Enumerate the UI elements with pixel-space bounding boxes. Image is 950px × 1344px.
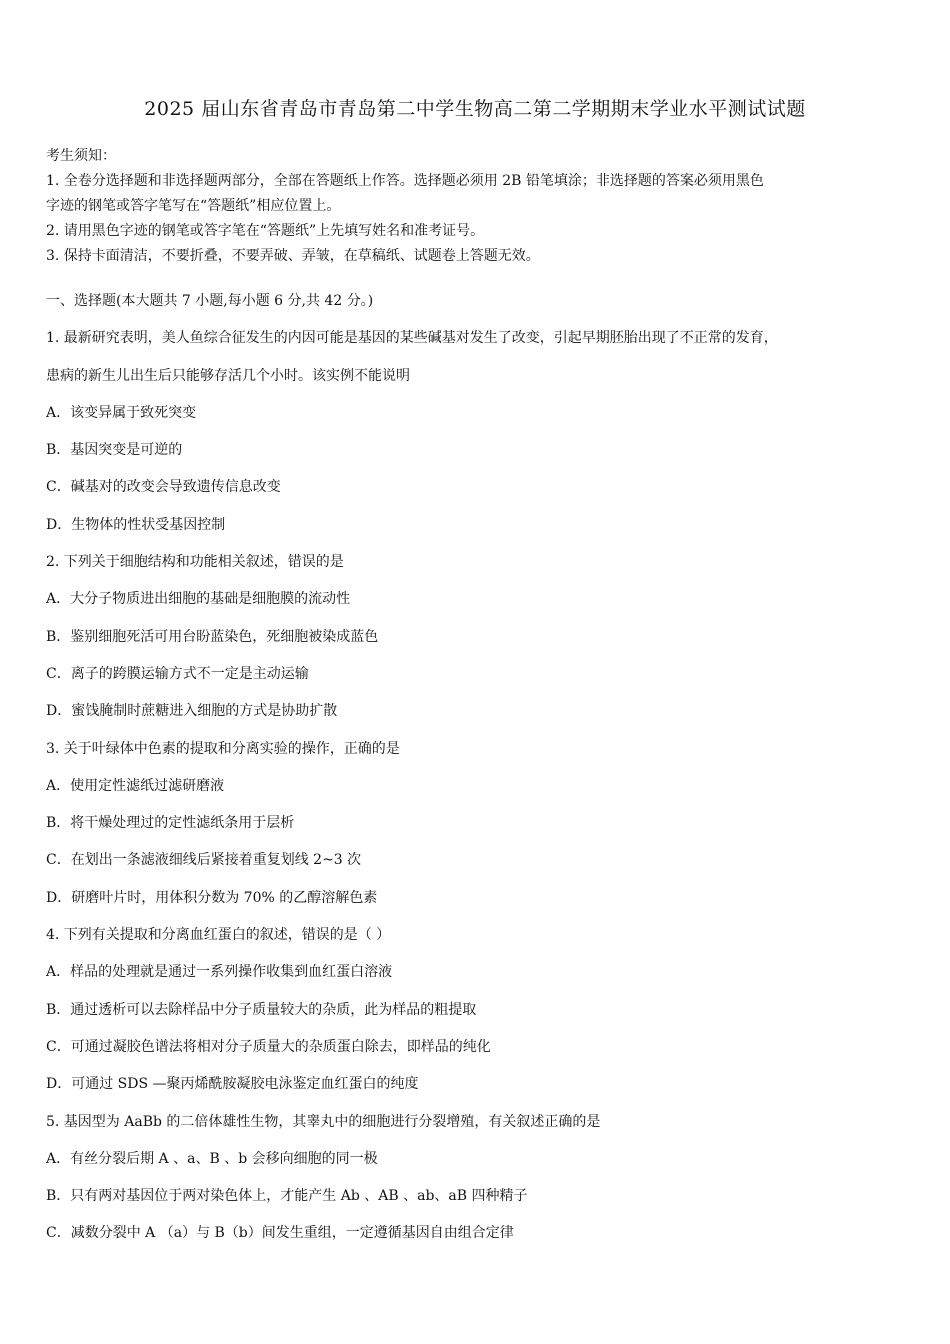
question-stem: 3. 关于叶绿体中色素的提取和分离实验的操作，正确的是: [46, 740, 400, 757]
page-title: 2025 届山东省青岛市青岛第二中学生物高二第二学期期末学业水平测试试题: [144, 98, 806, 120]
answer-option: A．使用定性滤纸过滤研磨液: [46, 777, 225, 794]
question-stem: 4. 下列有关提取和分离血红蛋白的叙述，错误的是（ ）: [46, 927, 391, 944]
notice-item: 1. 全卷分选择题和非选择题两部分，全部在答题纸上作答。选择题必须用 2B 铅笔填涂；非选择题的答案必须用黑色: [46, 173, 764, 189]
answer-option: C．离子的跨膜运输方式不一定是主动运输: [46, 665, 309, 682]
answer-option: B．只有两对基因位于两对染色体上，才能产生 Ab 、AB 、ab、aB 四种精子: [46, 1188, 528, 1205]
answer-option: A．有丝分裂后期 A 、a、B 、b 会移向细胞的同一极: [46, 1150, 378, 1167]
answer-option: D．生物体的性状受基因控制: [46, 516, 226, 533]
notice-item: 3. 保持卡面清洁，不要折叠，不要弄破、弄皱，在草稿纸、试题卷上答题无效。: [46, 248, 540, 264]
answer-option: A．样品的处理就是通过一系列操作收集到血红蛋白溶液: [46, 964, 393, 981]
answer-option: C．可通过凝胶色谱法将相对分子质量大的杂质蛋白除去，即样品的纯化: [46, 1038, 491, 1055]
notice-item: 2. 请用黑色字迹的钢笔或答字笔在“答题纸”上先填写姓名和准考证号。: [46, 223, 485, 239]
answer-option: B．鉴别细胞死活可用台盼蓝染色，死细胞被染成蓝色: [46, 628, 379, 645]
notice-item: 字迹的钢笔或答字笔写在“答题纸”相应位置上。: [46, 198, 341, 214]
answer-option: C．在划出一条滤液细线后紧接着重复划线 2~3 次: [46, 852, 362, 869]
answer-option: D．蜜饯腌制时蔗糖进入细胞的方式是协助扩散: [46, 703, 338, 720]
question-stem: 5. 基因型为 AaBb 的二倍体雄性生物，其睾丸中的细胞进行分裂增殖，有关叙述正确的是: [46, 1113, 601, 1130]
question-stem-continued: 患病的新生儿出生后只能够存活几个小时。该实例不能说明: [46, 367, 410, 384]
answer-option: B．通过透析可以去除样品中分子质量较大的杂质，此为样品的粗提取: [46, 1001, 477, 1018]
section-header: 一、选择题(本大题共 7 小题,每小题 6 分,共 42 分。): [46, 293, 374, 309]
answer-option: A．该变异属于致死突变: [46, 404, 197, 421]
exam-notice: [46, 144, 916, 269]
answer-option: D．可通过 SDS —聚丙烯酰胺凝胶电泳鉴定血红蛋白的纯度: [46, 1076, 419, 1093]
answer-option: D．研磨叶片时，用体积分数为 70% 的乙醇溶解色素: [46, 889, 378, 906]
question-stem: 1. 最新研究表明，美人鱼综合征发生的内因可能是基因的某些碱基对发生了改变，引起早期胚胎出现了不正常的发育，: [46, 330, 778, 347]
answer-option: B．将干燥处理过的定性滤纸条用于层析: [46, 815, 295, 832]
question-stem: 2. 下列关于细胞结构和功能相关叙述，错误的是: [46, 554, 344, 571]
answer-option: B．基因突变是可逆的: [46, 442, 183, 459]
notice-heading: 考生须知：: [46, 148, 116, 164]
answer-option: C．减数分裂中 A （a）与 B（b）间发生重组，一定遵循基因自由组合定律: [46, 1225, 514, 1242]
answer-option: C．碱基对的改变会导致遗传信息改变: [46, 479, 281, 496]
answer-option: A．大分子物质进出细胞的基础是细胞膜的流动性: [46, 591, 351, 608]
question-section: [46, 290, 921, 1260]
